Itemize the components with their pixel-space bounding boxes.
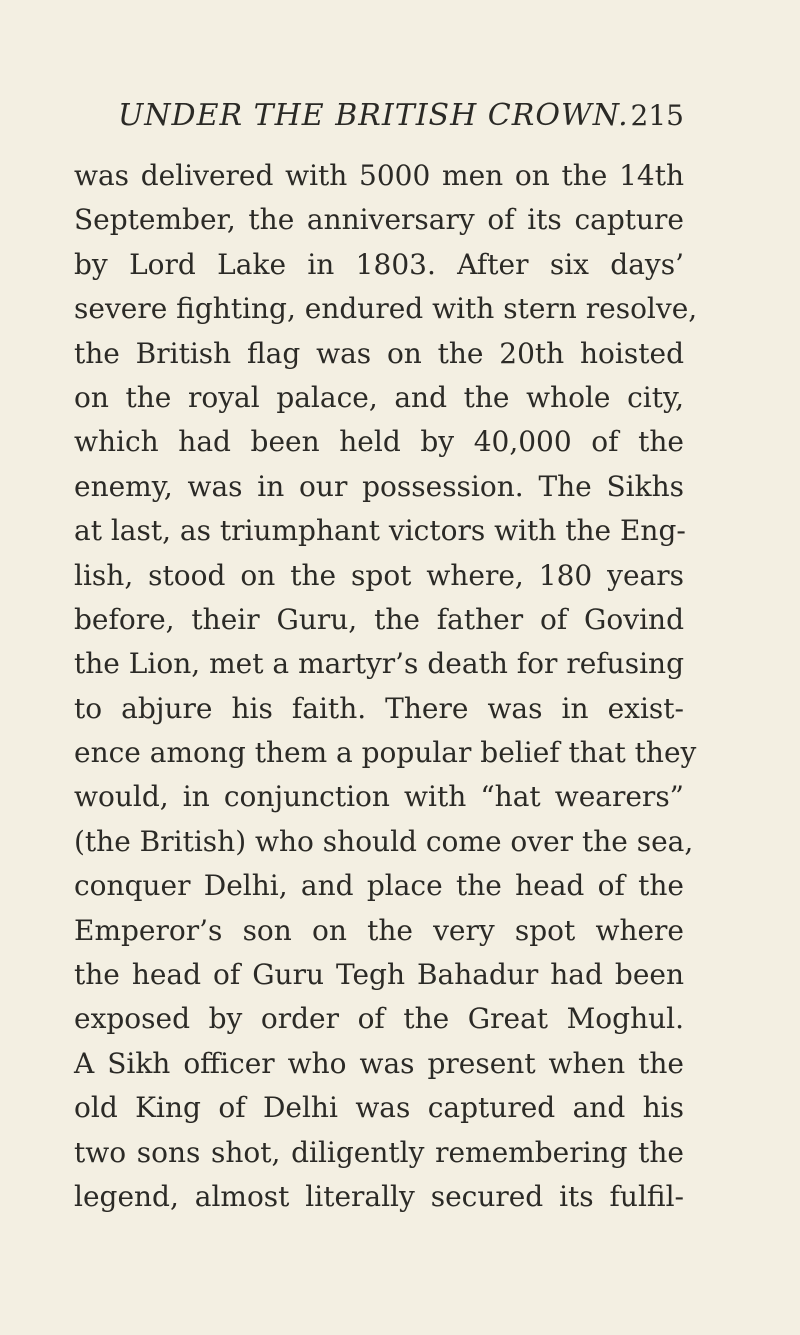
text-line: severe fighting, endured with stern resolve, [74, 292, 698, 326]
text-line: enemy, was in our possession. The Sikhs [74, 469, 684, 503]
text-line: which had been held by 40,000 of the [74, 425, 684, 459]
running-head [118, 96, 684, 136]
text-line: was delivered with 5000 men on the 14th [74, 159, 684, 192]
text-line: (the British) who should come over the sea, [74, 824, 694, 858]
text-line: would, in conjunction with “hat wearers” [74, 780, 684, 814]
text-line: A Sikh officer who was present when the [74, 1046, 684, 1080]
text-line: two sons shot, diligently remembering the [74, 1135, 684, 1169]
text-line: at last, as triumphant victors with the Eng- [74, 514, 686, 548]
text-line: September, the anniversary of its capture [74, 203, 684, 237]
text-line: lish, stood on the spot where, 180 years [74, 558, 684, 592]
text-line: the Lion, met a martyr’s death for refusing [74, 647, 684, 681]
text-line: conquer Delhi, and place the head of the [74, 869, 684, 903]
text-line: old King of Delhi was captured and his [74, 1091, 684, 1125]
text-line: the head of Guru Tegh Bahadur had been [74, 958, 684, 992]
text-line: Emperor’s son on the very spot where [74, 913, 684, 947]
page-number: 215 [630, 99, 684, 132]
text-line: ence among them a popular belief that they [74, 736, 697, 770]
text-line: exposed by order of the Great Moghul. [74, 1002, 684, 1036]
text-line: by Lord Lake in 1803. After six days’ [74, 247, 684, 281]
text-line: legend, almost literally secured its fulfil- [74, 1179, 684, 1213]
running-title: UNDER THE BRITISH CROWN. [118, 98, 629, 133]
text-line: the British flag was on the 20th hoisted [74, 336, 684, 370]
body-text [74, 154, 698, 1219]
text-line: on the royal palace, and the whole city, [74, 380, 684, 414]
text-line: before, their Guru, the father of Govind [74, 602, 684, 636]
text-line: to abjure his faith. There was in exist- [74, 691, 684, 725]
